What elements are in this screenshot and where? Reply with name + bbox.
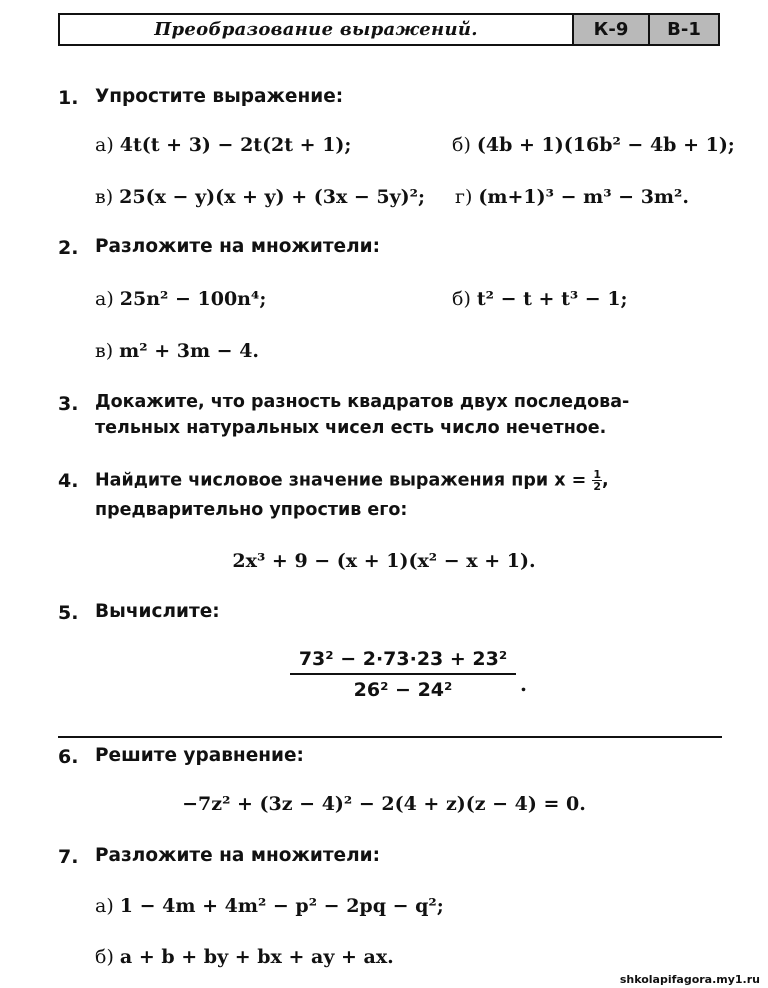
task-4-text-line1: Найдите числовое значение выражения при x = $\frac{1}{2}$ , <box>95 468 609 493</box>
task-1v-expr: 25(x − y)(x + y) + (3x − 5y)²; <box>119 186 426 208</box>
task-5-number: 5. <box>58 602 79 624</box>
task-7a <box>95 895 444 917</box>
task-5-numerator: 73² − 2·73·23 + 23² <box>290 648 516 675</box>
task-2v-expr: m² + 3m − 4. <box>119 340 260 362</box>
task-5-text: Вычислите: <box>95 601 220 622</box>
task-2b-label: б) <box>452 288 471 310</box>
task-7-text: Разложите на множители: <box>95 845 381 866</box>
task-7b-expr: a + b + by + bx + ay + ax. <box>119 946 394 968</box>
task-1b-expr: (4b + 1)(16b² − 4b + 1); <box>476 134 735 156</box>
task-1g-expr: (m+1)³ − m³ − 3m². <box>478 186 689 208</box>
task-4-number: 4. <box>58 470 79 492</box>
task-2b-expr: t² − t + t³ − 1; <box>476 288 628 310</box>
task-3-text-line2: тельных натуральных чисел есть число нечетное. <box>95 418 607 438</box>
task-4-text-line2: предварительно упростив его: <box>95 500 408 520</box>
task-1g-label: г) <box>455 186 473 208</box>
task-3-number: 3. <box>58 393 79 415</box>
task-7a-label: а) <box>95 895 114 917</box>
task-1a <box>95 134 351 156</box>
task-2a-expr: 25n² − 100n⁴; <box>119 288 267 310</box>
task-3-text-line1: Докажите, что разность квадратов двух последова- <box>95 392 630 412</box>
task-2b <box>452 288 628 310</box>
task-1g <box>455 186 689 208</box>
task-5-period: . <box>520 672 527 696</box>
task-7b <box>95 946 394 968</box>
task-7a-expr: 1 − 4m + 4m² − p² − 2pq − q²; <box>119 895 444 917</box>
variant-badge: В-1 <box>648 15 718 44</box>
task-5-denominator: 26² − 24² <box>353 679 453 701</box>
task-1-text: Упростите выражение: <box>95 86 344 107</box>
task-1a-expr: 4t(t + 3) − 2t(2t + 1); <box>119 134 352 156</box>
section-divider <box>58 736 722 738</box>
task-6-number: 6. <box>58 746 79 768</box>
task-1b-label: б) <box>452 134 471 156</box>
task-2-text: Разложите на множители: <box>95 236 381 257</box>
fraction-denominator: 2 <box>593 480 601 493</box>
task-2a <box>95 288 266 310</box>
task-4-fraction <box>592 469 602 492</box>
task-2-number: 2. <box>58 237 79 259</box>
task-1a-label: а) <box>95 134 114 156</box>
task-5-fraction <box>290 648 516 701</box>
task-7b-label: б) <box>95 946 114 968</box>
test-code-badge: К-9 <box>572 15 648 44</box>
task-6-text: Решите уравнение: <box>95 745 304 766</box>
task-1-number: 1. <box>58 87 79 109</box>
fraction-numerator: 1 <box>593 468 601 481</box>
task-1v-label: в) <box>95 186 114 208</box>
task-2v-label: в) <box>95 340 114 362</box>
task-7-number: 7. <box>58 846 79 868</box>
task-6-expr: −7z² + (3z − 4)² − 2(4 + z)(z − 4) = 0. <box>182 793 586 815</box>
task-4-expr: 2x³ + 9 − (x + 1)(x² − x + 1). <box>232 550 536 572</box>
task-2a-label: а) <box>95 288 114 310</box>
task-1b <box>452 134 735 156</box>
task-2v <box>95 340 259 362</box>
site-watermark: shkolapifagora.my1.ru <box>619 973 760 986</box>
worksheet-header <box>58 13 720 46</box>
task-4-prompt: Найдите числовое значение выражения при x = <box>95 470 587 491</box>
worksheet-title: Преобразование выражений. <box>154 19 478 40</box>
task-1v <box>95 186 425 208</box>
